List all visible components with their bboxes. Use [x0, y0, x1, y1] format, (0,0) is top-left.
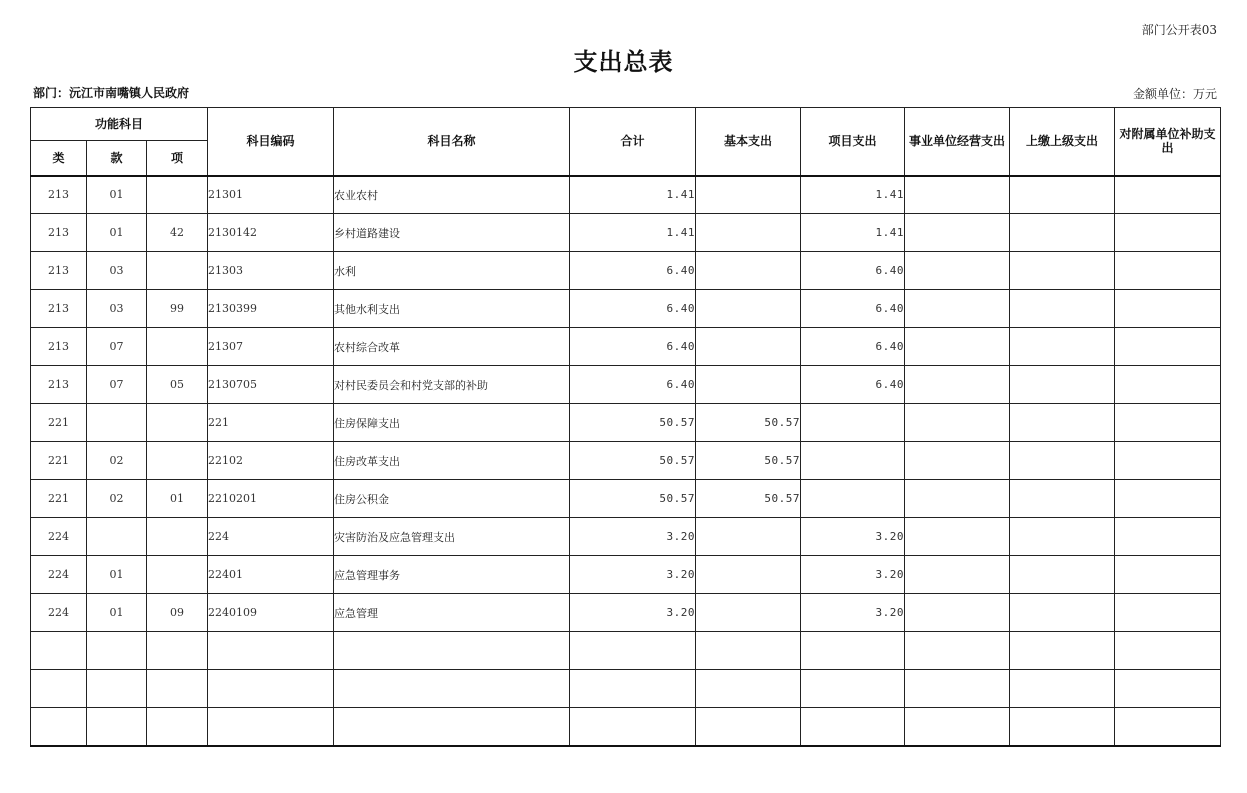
cell-lei — [31, 708, 87, 746]
cell-enterprise-expenditure — [905, 214, 1010, 252]
cell-project-expenditure: 6.40 — [801, 290, 905, 328]
cell-upper-level-payment — [1010, 328, 1115, 366]
cell-enterprise-expenditure — [905, 442, 1010, 480]
cell-xiang — [147, 670, 208, 708]
cell-kuan — [87, 404, 147, 442]
cell-kuan: 01 — [87, 594, 147, 632]
kuan-header: 款 — [87, 141, 147, 176]
cell-basic-expenditure — [696, 176, 801, 214]
cell-subsidiary-subsidy — [1115, 366, 1221, 404]
cell-subject-name — [334, 632, 570, 670]
table-row — [31, 328, 1221, 366]
cell-subject-name — [334, 670, 570, 708]
cell-project-expenditure — [801, 708, 905, 746]
page-title: 支出总表 — [573, 48, 674, 76]
table-row — [31, 632, 1221, 670]
cell-project-expenditure: 6.40 — [801, 328, 905, 366]
cell-lei: 224 — [31, 518, 87, 556]
table-row — [31, 708, 1221, 746]
cell-subject-name: 应急管理事务 — [334, 556, 570, 594]
cell-xiang — [147, 518, 208, 556]
cell-total — [570, 632, 696, 670]
table-row — [31, 442, 1221, 480]
table-row — [31, 290, 1221, 328]
cell-total: 50.57 — [570, 480, 696, 518]
cell-xiang — [147, 442, 208, 480]
cell-total: 50.57 — [570, 404, 696, 442]
cell-enterprise-expenditure — [905, 556, 1010, 594]
cell-enterprise-expenditure — [905, 290, 1010, 328]
cell-subsidiary-subsidy — [1115, 480, 1221, 518]
department-label: 部门：沅江市南嘴镇人民政府 — [33, 86, 190, 100]
cell-enterprise-expenditure — [905, 328, 1010, 366]
cell-subsidiary-subsidy — [1115, 252, 1221, 290]
cell-enterprise-expenditure — [905, 594, 1010, 632]
cell-project-expenditure: 3.20 — [801, 556, 905, 594]
subsidiary-subsidy-header: 对附属单位补助支出 — [1115, 108, 1221, 176]
cell-kuan: 01 — [87, 556, 147, 594]
cell-basic-expenditure — [696, 556, 801, 594]
cell-basic-expenditure — [696, 708, 801, 746]
cell-subject-code: 2240109 — [208, 594, 334, 632]
cell-kuan: 07 — [87, 328, 147, 366]
cell-total: 6.40 — [570, 252, 696, 290]
subject-code-header: 科目编码 — [208, 108, 334, 176]
project-expenditure-header: 项目支出 — [801, 108, 905, 176]
cell-project-expenditure — [801, 442, 905, 480]
cell-lei — [31, 632, 87, 670]
table-code: 部门公开表03 — [1141, 23, 1217, 37]
cell-upper-level-payment — [1010, 366, 1115, 404]
cell-total: 3.20 — [570, 556, 696, 594]
cell-lei: 221 — [31, 404, 87, 442]
cell-subject-code: 2210201 — [208, 480, 334, 518]
cell-basic-expenditure: 50.57 — [696, 480, 801, 518]
cell-enterprise-expenditure — [905, 176, 1010, 214]
cell-upper-level-payment — [1010, 176, 1115, 214]
cell-kuan: 02 — [87, 442, 147, 480]
cell-upper-level-payment — [1010, 670, 1115, 708]
cell-xiang: 09 — [147, 594, 208, 632]
cell-basic-expenditure — [696, 594, 801, 632]
cell-total: 3.20 — [570, 518, 696, 556]
cell-subject-code: 2130705 — [208, 366, 334, 404]
cell-project-expenditure — [801, 670, 905, 708]
total-header: 合计 — [570, 108, 696, 176]
lei-header: 类 — [31, 141, 87, 176]
cell-subject-name: 其他水利支出 — [334, 290, 570, 328]
cell-xiang — [147, 328, 208, 366]
cell-project-expenditure — [801, 480, 905, 518]
cell-subject-code: 22102 — [208, 442, 334, 480]
cell-subject-name: 住房保障支出 — [334, 404, 570, 442]
cell-enterprise-expenditure — [905, 366, 1010, 404]
cell-enterprise-expenditure — [905, 670, 1010, 708]
cell-subject-code: 22401 — [208, 556, 334, 594]
cell-upper-level-payment — [1010, 480, 1115, 518]
cell-project-expenditure: 6.40 — [801, 252, 905, 290]
table-row — [31, 594, 1221, 632]
cell-xiang — [147, 708, 208, 746]
table-row — [31, 176, 1221, 214]
cell-lei: 213 — [31, 252, 87, 290]
cell-upper-level-payment — [1010, 708, 1115, 746]
cell-project-expenditure: 3.20 — [801, 518, 905, 556]
cell-enterprise-expenditure — [905, 518, 1010, 556]
cell-project-expenditure: 6.40 — [801, 366, 905, 404]
cell-kuan — [87, 632, 147, 670]
cell-project-expenditure: 1.41 — [801, 214, 905, 252]
cell-total: 6.40 — [570, 290, 696, 328]
cell-enterprise-expenditure — [905, 708, 1010, 746]
table-body — [31, 176, 1221, 746]
enterprise-expenditure-header: 事业单位经营支出 — [905, 108, 1010, 176]
cell-xiang — [147, 176, 208, 214]
cell-upper-level-payment — [1010, 214, 1115, 252]
cell-subsidiary-subsidy — [1115, 404, 1221, 442]
cell-lei: 221 — [31, 442, 87, 480]
cell-enterprise-expenditure — [905, 252, 1010, 290]
cell-lei: 213 — [31, 214, 87, 252]
cell-subject-name: 应急管理 — [334, 594, 570, 632]
cell-subject-code: 221 — [208, 404, 334, 442]
cell-subject-code: 224 — [208, 518, 334, 556]
cell-enterprise-expenditure — [905, 404, 1010, 442]
cell-total: 6.40 — [570, 328, 696, 366]
cell-kuan — [87, 708, 147, 746]
table-row — [31, 556, 1221, 594]
amount-unit-label: 金额单位：万元 — [1132, 87, 1217, 101]
cell-upper-level-payment — [1010, 252, 1115, 290]
table-row — [31, 670, 1221, 708]
cell-basic-expenditure — [696, 328, 801, 366]
cell-lei — [31, 670, 87, 708]
cell-basic-expenditure — [696, 518, 801, 556]
table-row — [31, 214, 1221, 252]
subject-name-header: 科目名称 — [334, 108, 570, 176]
cell-enterprise-expenditure — [905, 480, 1010, 518]
cell-upper-level-payment — [1010, 442, 1115, 480]
cell-basic-expenditure: 50.57 — [696, 442, 801, 480]
cell-subject-name: 农村综合改革 — [334, 328, 570, 366]
cell-kuan: 02 — [87, 480, 147, 518]
cell-enterprise-expenditure — [905, 632, 1010, 670]
cell-total: 6.40 — [570, 366, 696, 404]
table-row — [31, 480, 1221, 518]
table-row — [31, 404, 1221, 442]
upper-level-payment-header: 上缴上级支出 — [1010, 108, 1115, 176]
cell-xiang — [147, 252, 208, 290]
cell-subject-name: 乡村道路建设 — [334, 214, 570, 252]
cell-total: 3.20 — [570, 594, 696, 632]
cell-xiang: 05 — [147, 366, 208, 404]
cell-xiang: 99 — [147, 290, 208, 328]
table-row — [31, 518, 1221, 556]
cell-kuan — [87, 518, 147, 556]
cell-subject-code: 2130142 — [208, 214, 334, 252]
cell-subject-code: 21301 — [208, 176, 334, 214]
cell-subject-code: 2130399 — [208, 290, 334, 328]
cell-xiang: 42 — [147, 214, 208, 252]
cell-kuan: 03 — [87, 252, 147, 290]
cell-total: 1.41 — [570, 214, 696, 252]
cell-subsidiary-subsidy — [1115, 214, 1221, 252]
cell-lei: 224 — [31, 556, 87, 594]
cell-project-expenditure: 1.41 — [801, 176, 905, 214]
cell-basic-expenditure — [696, 670, 801, 708]
cell-subject-name: 住房改革支出 — [334, 442, 570, 480]
cell-subsidiary-subsidy — [1115, 442, 1221, 480]
cell-subsidiary-subsidy — [1115, 328, 1221, 366]
cell-basic-expenditure — [696, 366, 801, 404]
table-row — [31, 252, 1221, 290]
cell-kuan: 07 — [87, 366, 147, 404]
cell-lei: 213 — [31, 290, 87, 328]
cell-subject-name: 农业农村 — [334, 176, 570, 214]
cell-upper-level-payment — [1010, 290, 1115, 328]
cell-total — [570, 670, 696, 708]
table-row — [31, 366, 1221, 404]
cell-basic-expenditure: 50.57 — [696, 404, 801, 442]
cell-subject-name: 灾害防治及应急管理支出 — [334, 518, 570, 556]
cell-kuan: 01 — [87, 214, 147, 252]
cell-xiang — [147, 632, 208, 670]
xiang-header: 项 — [147, 141, 208, 176]
cell-subsidiary-subsidy — [1115, 708, 1221, 746]
cell-upper-level-payment — [1010, 594, 1115, 632]
cell-subject-code — [208, 632, 334, 670]
cell-subject-code — [208, 670, 334, 708]
basic-expenditure-header: 基本支出 — [696, 108, 801, 176]
cell-subsidiary-subsidy — [1115, 594, 1221, 632]
cell-upper-level-payment — [1010, 518, 1115, 556]
cell-kuan: 01 — [87, 176, 147, 214]
function-subject-header: 功能科目 — [31, 108, 208, 141]
cell-lei: 224 — [31, 594, 87, 632]
cell-subject-code: 21307 — [208, 328, 334, 366]
cell-lei: 213 — [31, 176, 87, 214]
cell-subsidiary-subsidy — [1115, 632, 1221, 670]
cell-subject-code — [208, 708, 334, 746]
cell-kuan: 03 — [87, 290, 147, 328]
cell-subsidiary-subsidy — [1115, 176, 1221, 214]
cell-upper-level-payment — [1010, 632, 1115, 670]
cell-subsidiary-subsidy — [1115, 290, 1221, 328]
cell-total: 1.41 — [570, 176, 696, 214]
cell-basic-expenditure — [696, 214, 801, 252]
cell-project-expenditure: 3.20 — [801, 594, 905, 632]
cell-project-expenditure — [801, 404, 905, 442]
cell-subsidiary-subsidy — [1115, 518, 1221, 556]
cell-upper-level-payment — [1010, 404, 1115, 442]
cell-total: 50.57 — [570, 442, 696, 480]
cell-xiang — [147, 404, 208, 442]
cell-xiang: 01 — [147, 480, 208, 518]
cell-subsidiary-subsidy — [1115, 556, 1221, 594]
cell-lei: 213 — [31, 366, 87, 404]
cell-xiang — [147, 556, 208, 594]
expenditure-summary-table — [30, 107, 1221, 747]
cell-basic-expenditure — [696, 252, 801, 290]
cell-lei: 213 — [31, 328, 87, 366]
cell-subject-name: 住房公积金 — [334, 480, 570, 518]
cell-basic-expenditure — [696, 632, 801, 670]
cell-subject-name — [334, 708, 570, 746]
cell-total — [570, 708, 696, 746]
cell-project-expenditure — [801, 632, 905, 670]
cell-subject-code: 21303 — [208, 252, 334, 290]
cell-subject-name: 对村民委员会和村党支部的补助 — [334, 366, 570, 404]
cell-subject-name: 水利 — [334, 252, 570, 290]
cell-basic-expenditure — [696, 290, 801, 328]
cell-upper-level-payment — [1010, 556, 1115, 594]
cell-kuan — [87, 670, 147, 708]
cell-subsidiary-subsidy — [1115, 670, 1221, 708]
cell-lei: 221 — [31, 480, 87, 518]
